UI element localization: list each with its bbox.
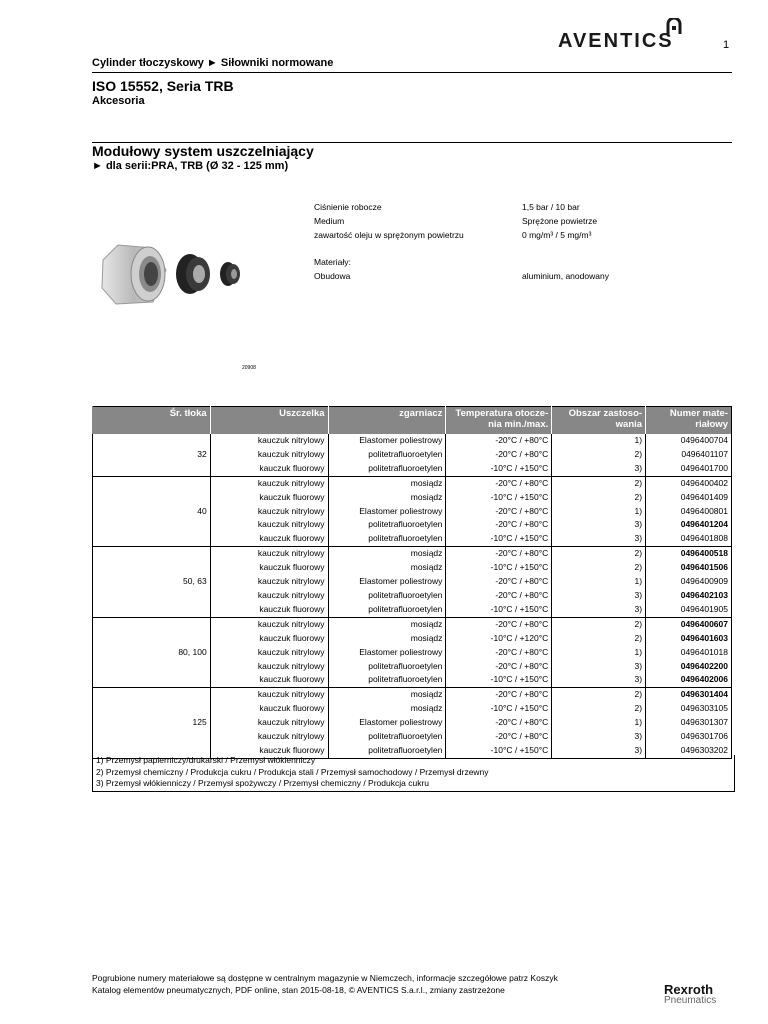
cell-area: 2) <box>552 547 646 561</box>
footer-line: Pogrubione numery materiałowe są dostępne w centralnym magazynie w Niemczech, informacje szczegółowe patrz Koszyk <box>92 973 558 983</box>
cell-material-number: 0496400909 <box>646 575 732 589</box>
cell-seal: kauczuk fluorowy <box>210 491 328 505</box>
cell-temperature: -20°C / +80°C <box>446 730 552 744</box>
table-header <box>93 407 732 435</box>
header-text: Numer mate- riałowy <box>669 408 728 430</box>
cell-seal: kauczuk nitrylowy <box>210 505 328 519</box>
header-text: Uszczelka <box>279 408 325 419</box>
col-header-seal <box>210 407 328 435</box>
cell-seal: kauczuk nitrylowy <box>210 476 328 490</box>
spec-label: Ciśnienie robocze <box>314 202 382 212</box>
header-text: Śr. tłoka <box>169 408 207 419</box>
rexroth-logo: Rexroth <box>664 982 714 997</box>
cell-temperature: -10°C / +150°C <box>446 603 552 617</box>
cell-wiper: mosiądz <box>328 491 446 505</box>
cell-material-number: 0496401700 <box>646 462 732 476</box>
cell-seal: kauczuk fluorowy <box>210 532 328 546</box>
cell-material-number: 0496400518 <box>646 547 732 561</box>
cell-material-number: 0496402006 <box>646 673 732 687</box>
cell-wiper: Elastomer poliestrowy <box>328 716 446 730</box>
aventics-logo <box>558 28 698 54</box>
spec-label: zawartość oleju w sprężonym powietrzu <box>314 230 464 240</box>
cell-seal: kauczuk nitrylowy <box>210 716 328 730</box>
cell-area: 3) <box>552 673 646 687</box>
cell-material-number: 0496303202 <box>646 744 732 758</box>
cell-wiper: politetrafluoroetylen <box>328 744 446 758</box>
section-title: Modułowy system uszczelniający <box>92 143 314 159</box>
page-title: ISO 15552, Seria TRB <box>92 78 234 94</box>
table-row <box>93 617 732 631</box>
cell-material-number: 0496401018 <box>646 646 732 660</box>
cell-area: 3) <box>552 730 646 744</box>
cell-material-number: 0496400801 <box>646 505 732 519</box>
cell-material-number: 0496401107 <box>646 448 732 462</box>
cell-temperature: -20°C / +80°C <box>446 448 552 462</box>
cell-temperature: -20°C / +80°C <box>446 617 552 631</box>
cell-material-number: 0496401808 <box>646 532 732 546</box>
cell-temperature: -10°C / +150°C <box>446 462 552 476</box>
spec-value: Sprężone powietrze <box>522 216 598 226</box>
cell-area: 1) <box>552 434 646 448</box>
cell-wiper: politetrafluoroetylen <box>328 660 446 674</box>
footer-line: Katalog elementów pneumatycznych, PDF online, stan 2015-08-18, © AVENTICS S.a.r.l., zmiany zastrzeżone <box>92 984 505 995</box>
cell-wiper: Elastomer poliestrowy <box>328 434 446 448</box>
cell-area: 3) <box>552 603 646 617</box>
cell-temperature: -10°C / +150°C <box>446 702 552 716</box>
cell-area: 2) <box>552 702 646 716</box>
header-text: Temperatura otocze- nia min./max. <box>455 408 549 430</box>
cell-seal: kauczuk nitrylowy <box>210 518 328 532</box>
cell-wiper: politetrafluoroetylen <box>328 730 446 744</box>
page-footer <box>92 973 558 996</box>
spec-label: Medium <box>314 216 345 226</box>
cell-seal: kauczuk fluorowy <box>210 462 328 476</box>
col-header-wiper <box>328 407 446 435</box>
cell-area: 2) <box>552 491 646 505</box>
cell-temperature: -10°C / +150°C <box>446 744 552 758</box>
footnote: 1) Przemysł papierniczy/drukarski / Przemysł włókienniczy <box>96 755 316 765</box>
cell-piston-size: 40 <box>93 476 211 547</box>
cell-temperature: -20°C / +80°C <box>446 589 552 603</box>
section-subtitle: ► dla serii:PRA, TRB (Ø 32 - 125 mm) <box>92 160 289 172</box>
material-label: Obudowa <box>314 271 351 281</box>
seal-table <box>92 406 732 759</box>
cell-wiper: mosiądz <box>328 632 446 646</box>
cell-area: 3) <box>552 462 646 476</box>
cell-temperature: -20°C / +80°C <box>446 518 552 532</box>
cell-wiper: politetrafluoroetylen <box>328 603 446 617</box>
cell-piston-size: 50, 63 <box>93 547 211 618</box>
cell-area: 1) <box>552 505 646 519</box>
cell-area: 2) <box>552 617 646 631</box>
cell-wiper: politetrafluoroetylen <box>328 448 446 462</box>
cell-seal: kauczuk nitrylowy <box>210 646 328 660</box>
cell-material-number: 0496400402 <box>646 476 732 490</box>
cell-wiper: mosiądz <box>328 617 446 631</box>
breadcrumb: Cylinder tłoczyskowy ► Siłowniki normowane <box>92 57 334 69</box>
cell-area: 2) <box>552 632 646 646</box>
cell-wiper: politetrafluoroetylen <box>328 532 446 546</box>
header-divider <box>92 72 732 73</box>
header-text: zgarniacz <box>399 408 443 419</box>
cell-temperature: -20°C / +80°C <box>446 646 552 660</box>
spec-value: 0 mg/m³ / 5 mg/m³ <box>522 230 592 240</box>
cell-material-number: 0496400607 <box>646 617 732 631</box>
cell-seal: kauczuk nitrylowy <box>210 730 328 744</box>
cell-piston-size: 32 <box>93 434 211 476</box>
cell-temperature: -20°C / +80°C <box>446 505 552 519</box>
cell-temperature: -20°C / +80°C <box>446 547 552 561</box>
cell-piston-size: 125 <box>93 688 211 759</box>
cell-wiper: Elastomer poliestrowy <box>328 646 446 660</box>
aventics-logo-icon <box>666 18 682 36</box>
cell-material-number: 0496401506 <box>646 561 732 575</box>
cell-wiper: politetrafluoroetylen <box>328 673 446 687</box>
table-row <box>93 688 732 702</box>
cell-area: 1) <box>552 575 646 589</box>
cell-wiper: mosiądz <box>328 476 446 490</box>
cell-temperature: -20°C / +80°C <box>446 575 552 589</box>
cell-wiper: mosiądz <box>328 702 446 716</box>
cell-temperature: -10°C / +150°C <box>446 491 552 505</box>
cell-seal: kauczuk nitrylowy <box>210 547 328 561</box>
cell-material-number: 0496402103 <box>646 589 732 603</box>
cell-temperature: -20°C / +80°C <box>446 660 552 674</box>
cell-material-number: 0496401204 <box>646 518 732 532</box>
cell-wiper: politetrafluoroetylen <box>328 518 446 532</box>
cell-area: 3) <box>552 518 646 532</box>
col-header-temperature <box>446 407 552 435</box>
cell-area: 3) <box>552 532 646 546</box>
cell-area: 2) <box>552 688 646 702</box>
cell-seal: kauczuk nitrylowy <box>210 434 328 448</box>
spec-value: 1,5 bar / 10 bar <box>522 202 580 212</box>
materials-heading: Materiały: <box>314 257 351 267</box>
cell-wiper: mosiądz <box>328 688 446 702</box>
cell-seal: kauczuk nitrylowy <box>210 589 328 603</box>
cell-temperature: -20°C / +80°C <box>446 688 552 702</box>
col-header-area <box>552 407 646 435</box>
cell-seal: kauczuk nitrylowy <box>210 660 328 674</box>
cell-material-number: 0496401603 <box>646 632 732 646</box>
table-body <box>93 434 732 758</box>
cell-seal: kauczuk fluorowy <box>210 744 328 758</box>
cell-area: 3) <box>552 660 646 674</box>
cell-material-number: 0496301404 <box>646 688 732 702</box>
cell-temperature: -10°C / +150°C <box>446 561 552 575</box>
cell-seal: kauczuk nitrylowy <box>210 448 328 462</box>
cell-wiper: Elastomer poliestrowy <box>328 575 446 589</box>
cell-material-number: 0496301706 <box>646 730 732 744</box>
cell-material-number: 0496401905 <box>646 603 732 617</box>
cell-temperature: -10°C / +150°C <box>446 673 552 687</box>
cell-wiper: mosiądz <box>328 561 446 575</box>
cell-material-number: 0496400704 <box>646 434 732 448</box>
page-subtitle: Akcesoria <box>92 95 145 107</box>
cell-wiper: mosiądz <box>328 547 446 561</box>
logo-text: AVENTICS <box>558 30 674 52</box>
table-row <box>93 434 732 448</box>
cell-area: 1) <box>552 646 646 660</box>
cell-material-number: 0496303105 <box>646 702 732 716</box>
cell-wiper: politetrafluoroetylen <box>328 589 446 603</box>
cell-seal: kauczuk fluorowy <box>210 702 328 716</box>
cell-area: 1) <box>552 716 646 730</box>
cell-temperature: -20°C / +80°C <box>446 476 552 490</box>
cell-temperature: -20°C / +80°C <box>446 434 552 448</box>
cell-temperature: -20°C / +80°C <box>446 716 552 730</box>
cell-seal: kauczuk fluorowy <box>210 673 328 687</box>
cell-wiper: Elastomer poliestrowy <box>328 505 446 519</box>
cell-wiper: politetrafluoroetylen <box>328 462 446 476</box>
cell-area: 2) <box>552 476 646 490</box>
footnote: 3) Przemysł włókienniczy / Przemysł spożywczy / Przemysł chemiczny / Produkcja cukru <box>96 778 429 788</box>
table-row <box>93 476 732 490</box>
cell-seal: kauczuk fluorowy <box>210 561 328 575</box>
cell-material-number: 0496401409 <box>646 491 732 505</box>
product-image <box>98 240 258 310</box>
cell-seal: kauczuk nitrylowy <box>210 688 328 702</box>
cell-piston-size: 80, 100 <box>93 617 211 688</box>
cell-seal: kauczuk nitrylowy <box>210 575 328 589</box>
image-code: 20908 <box>242 365 256 371</box>
footnote: 2) Przemysł chemiczny / Produkcja cukru / Produkcja stali / Przemysł samochodowy / Przemysł drzewny <box>96 766 489 777</box>
cell-temperature: -10°C / +150°C <box>446 532 552 546</box>
table-footnotes <box>92 755 735 792</box>
page-number: 1 <box>723 39 730 51</box>
table-row <box>93 547 732 561</box>
cell-area: 3) <box>552 589 646 603</box>
cell-material-number: 0496301307 <box>646 716 732 730</box>
col-header-material-number <box>646 407 732 435</box>
material-value: aluminium, anodowany <box>522 271 609 281</box>
cell-temperature: -10°C / +120°C <box>446 632 552 646</box>
cell-seal: kauczuk nitrylowy <box>210 617 328 631</box>
rexroth-subtitle: Pneumatics <box>664 995 717 1006</box>
cell-seal: kauczuk fluorowy <box>210 632 328 646</box>
cell-material-number: 0496402200 <box>646 660 732 674</box>
cell-area: 2) <box>552 561 646 575</box>
cell-area: 2) <box>552 448 646 462</box>
cell-area: 3) <box>552 744 646 758</box>
col-header-size <box>93 407 211 435</box>
cell-seal: kauczuk fluorowy <box>210 603 328 617</box>
header-text: Obszar zastoso- wania <box>568 408 643 430</box>
